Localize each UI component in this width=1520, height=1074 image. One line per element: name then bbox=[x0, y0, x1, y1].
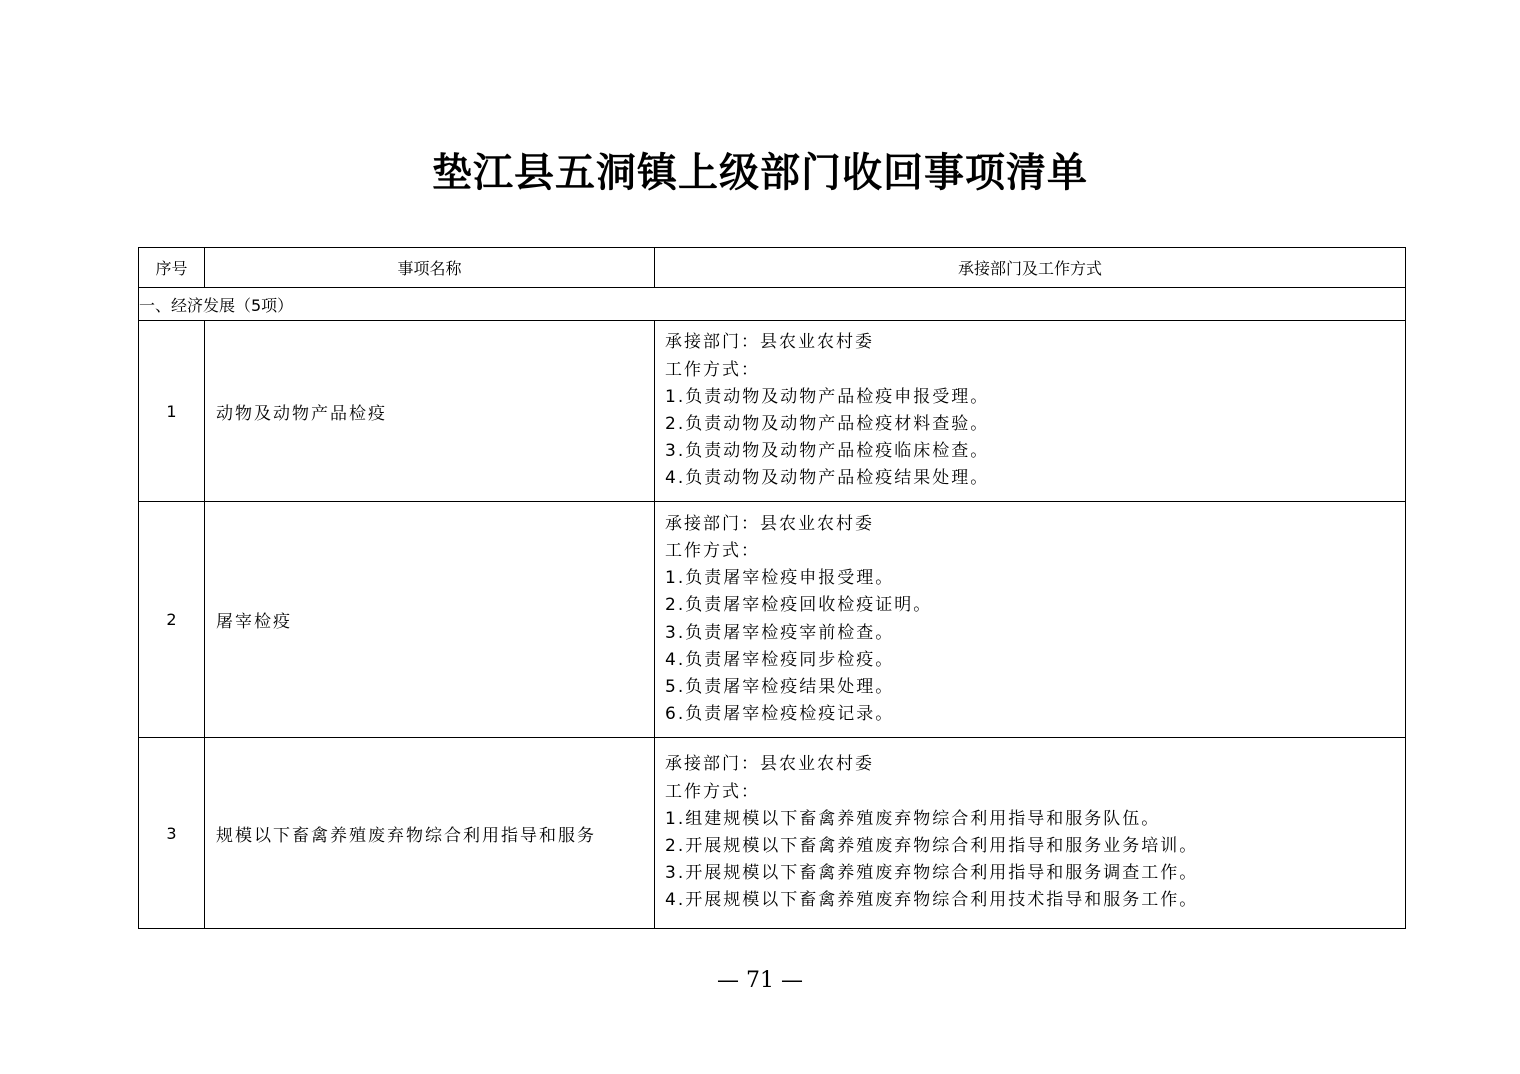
row-item-name: 屠宰检疫 bbox=[205, 502, 655, 738]
section-title: 一、经济发展（5项） bbox=[139, 288, 1406, 321]
dept-line: 承接部门：县农业农村委 bbox=[665, 513, 874, 534]
header-index: 序号 bbox=[139, 248, 205, 288]
document-title: 垫江县五洞镇上级部门收回事项清单 bbox=[432, 149, 1088, 196]
header-item-name: 事项名称 bbox=[205, 248, 655, 288]
dept-line: 1.负责屠宰检疫申报受理。 bbox=[665, 568, 895, 589]
page-number: — 71 — bbox=[717, 968, 803, 993]
row-item-name: 动物及动物产品检疫 bbox=[205, 321, 655, 502]
dept-line: 3.负责屠宰检疫宰前检查。 bbox=[665, 622, 895, 643]
table-row bbox=[139, 738, 1406, 929]
dept-line: 5.负责屠宰检疫结果处理。 bbox=[665, 676, 895, 697]
row-index: 3 bbox=[139, 738, 205, 929]
dept-line: 1.负责动物及动物产品检疫申报受理。 bbox=[665, 386, 990, 407]
dept-line: 2.开展规模以下畜禽养殖废弃物综合利用指导和服务业务培训。 bbox=[665, 836, 1199, 856]
dept-line: 4.负责屠宰检疫同步检疫。 bbox=[665, 649, 895, 670]
table-row bbox=[139, 321, 1406, 502]
dept-line: 工作方式： bbox=[665, 540, 760, 561]
dept-line: 6.负责屠宰检疫检疫记录。 bbox=[665, 704, 895, 725]
dept-line: 3.负责动物及动物产品检疫临床检查。 bbox=[665, 441, 990, 462]
table-header-row bbox=[139, 248, 1406, 288]
dept-line: 2.负责动物及动物产品检疫材料查验。 bbox=[665, 414, 990, 434]
dept-line: 工作方式： bbox=[665, 359, 760, 380]
table-row bbox=[139, 502, 1406, 738]
row-index: 2 bbox=[139, 502, 205, 738]
dept-line: 承接部门：县农业农村委 bbox=[665, 332, 874, 353]
row-dept-method bbox=[655, 321, 1406, 502]
dept-line: 1.组建规模以下畜禽养殖废弃物综合利用指导和服务队伍。 bbox=[665, 808, 1161, 829]
row-index: 1 bbox=[139, 321, 205, 502]
dept-line: 4.负责动物及动物产品检疫结果处理。 bbox=[665, 468, 990, 489]
row-dept-method bbox=[655, 738, 1406, 929]
dept-line: 4.开展规模以下畜禽养殖废弃物综合利用技术指导和服务工作。 bbox=[665, 890, 1199, 911]
dept-line: 3.开展规模以下畜禽养殖废弃物综合利用指导和服务调查工作。 bbox=[665, 863, 1199, 884]
section-row bbox=[139, 288, 1406, 321]
row-item-name: 规模以下畜禽养殖废弃物综合利用指导和服务 bbox=[205, 738, 655, 929]
row-dept-method bbox=[655, 502, 1406, 738]
items-table bbox=[138, 247, 1406, 929]
dept-line: 工作方式： bbox=[665, 781, 760, 802]
dept-line: 2.负责屠宰检疫回收检疫证明。 bbox=[665, 595, 933, 616]
dept-line: 承接部门：县农业农村委 bbox=[665, 754, 874, 775]
header-dept-method: 承接部门及工作方式 bbox=[655, 248, 1406, 288]
